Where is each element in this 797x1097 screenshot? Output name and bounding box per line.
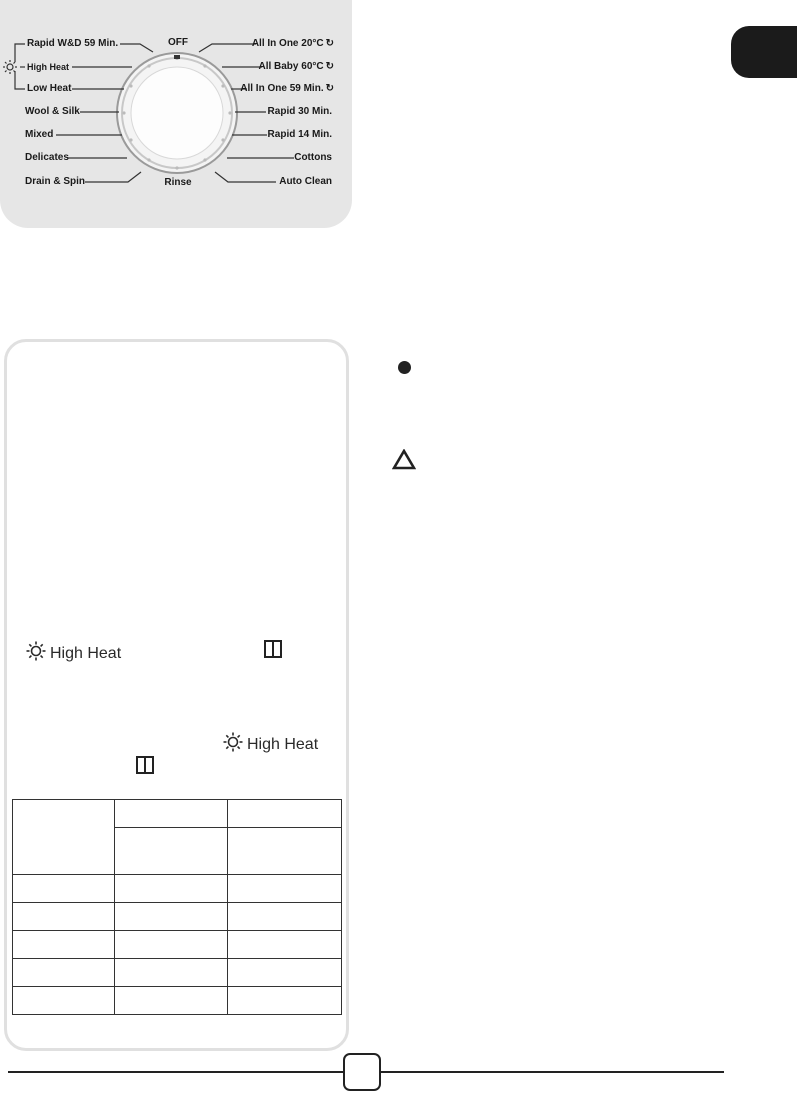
table-cell	[228, 828, 342, 875]
table-cell	[115, 987, 228, 1015]
program-auto-clean: Auto Clean	[279, 176, 332, 187]
sun-icon	[223, 732, 243, 752]
table-cell	[115, 931, 228, 959]
table-cell	[115, 959, 228, 987]
table-cell	[115, 875, 228, 903]
table-cell	[228, 800, 342, 828]
eco-icon: ↻	[325, 38, 334, 49]
table-cell	[115, 828, 228, 875]
table-cell	[115, 903, 228, 931]
program-high-heat: High Heat	[27, 62, 70, 72]
high-heat-label: High Heat	[247, 736, 319, 753]
high-heat-label: High Heat	[50, 645, 122, 662]
program-all-baby-60	[258, 61, 334, 73]
program-all-in-one-59-label: All In One 59 Min.	[240, 83, 324, 94]
high-heat-note-2	[223, 732, 318, 754]
table-row	[13, 987, 342, 1015]
program-all-in-one-59	[240, 83, 334, 95]
program-all-in-one-20-label: All In One 20°C	[251, 38, 324, 49]
eco-icon: ↻	[325, 61, 334, 72]
program-rinse: Rinse	[164, 177, 192, 188]
table-cell	[13, 800, 115, 875]
dial-knob	[131, 67, 223, 159]
door-icon	[136, 756, 154, 774]
table-cell	[115, 800, 228, 828]
table-cell	[13, 931, 115, 959]
sun-icon	[3, 60, 17, 74]
table-cell	[228, 987, 342, 1015]
warning-triangle-icon	[392, 449, 416, 471]
table-row	[13, 903, 342, 931]
table-cell	[228, 959, 342, 987]
door-icon	[264, 640, 282, 658]
table-cell	[13, 903, 115, 931]
program-rapid-14: Rapid 14 Min.	[267, 129, 332, 140]
program-delicates: Delicates	[25, 152, 69, 163]
program-low-heat: Low Heat	[27, 83, 72, 94]
program-drain-spin: Drain & Spin	[25, 176, 86, 187]
sun-icon	[26, 641, 46, 661]
table-row	[13, 931, 342, 959]
page-number-box	[343, 1053, 381, 1091]
eco-icon: ↻	[325, 83, 334, 94]
table-cell	[228, 931, 342, 959]
program-off: OFF	[168, 37, 188, 48]
table-cell	[13, 987, 115, 1015]
program-rapid-wd-59: Rapid W&D 59 Min.	[27, 38, 119, 49]
program-rapid-30: Rapid 30 Min.	[267, 106, 332, 117]
table-row	[13, 959, 342, 987]
footer-rule-left	[8, 1071, 343, 1073]
table-cell	[13, 875, 115, 903]
high-heat-note-1	[26, 641, 121, 663]
bullet-dot-icon	[398, 361, 411, 374]
table-cell	[13, 959, 115, 987]
table-cell	[228, 875, 342, 903]
table-row	[13, 875, 342, 903]
table-row	[13, 800, 342, 828]
program-mixed: Mixed	[25, 129, 54, 140]
program-cottons: Cottons	[294, 152, 332, 163]
program-all-in-one-20	[252, 38, 334, 50]
language-tab	[731, 26, 797, 78]
table-cell	[228, 903, 342, 931]
program-dial-panel	[0, 0, 352, 228]
spec-table	[12, 799, 342, 1015]
footer-rule-right	[381, 1071, 724, 1073]
program-wool-silk: Wool & Silk	[25, 106, 80, 117]
program-all-baby-60-label: All Baby 60°C	[258, 61, 324, 72]
